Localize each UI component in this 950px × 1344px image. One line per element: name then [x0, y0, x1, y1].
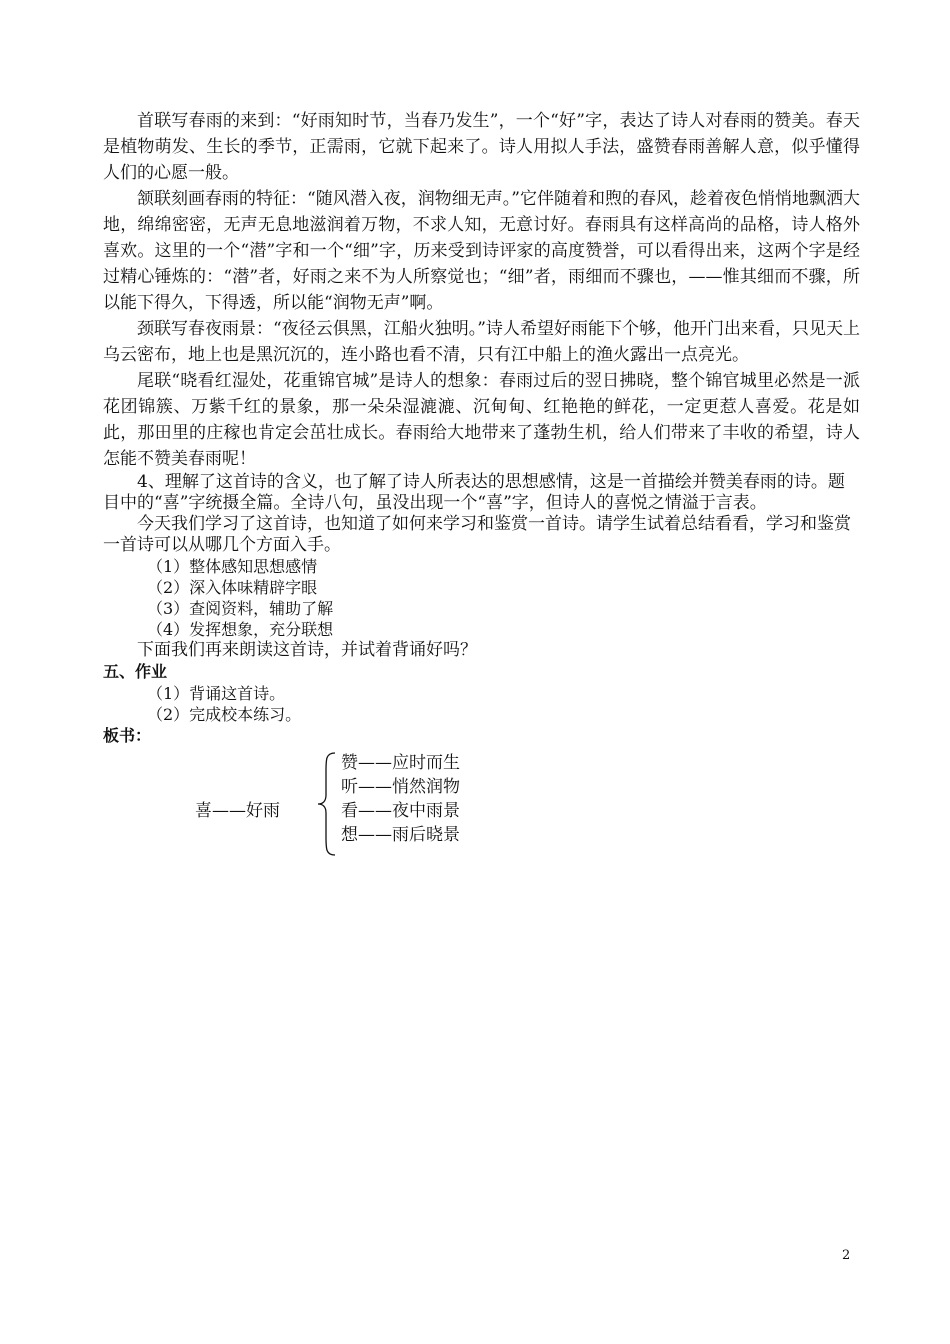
- board-point: 想——雨后晓景: [341, 825, 460, 845]
- board-point: 看——夜中雨景: [341, 801, 460, 821]
- paragraph-second-couplet: 颔联刻画春雨的特征：“随风潜入夜，润物细无声。”它伴随着和煦的春风，趁着夜色悄悄地飘洒大地，绵绵密密，无声无息地滋润着万物，不求人知，无意讨好。春雨具有这样高尚的品格，诗人格外喜欢。这里的一个“潜”字和一个“细”字，历来受到诗评家的高度赞誉，可以看得出来，这两个字是经过精心锤炼的：“潜”者，好雨之来不为人所察觉也；“细”者，雨细而不骤也，——惟其细而不骤，所以能下得久，下得透，所以能“润物无声”啊。: [103, 189, 860, 313]
- left-brace-icon: [315, 751, 339, 857]
- paragraph-summary-prompt: 今天我们学习了这首诗，也知道了如何来学习和鉴赏一首诗。请学生试着总结看看，学习和鉴赏一首诗可以从哪几个方面入手。: [103, 514, 851, 555]
- method-item: （4）发挥想象，充分联想: [147, 620, 334, 639]
- method-item: （3）查阅资料，辅助了解: [147, 599, 334, 618]
- paragraph-third-couplet: 颈联写春夜雨景：“夜径云俱黑，江船火独明。”诗人希望好雨能下个够，他开门出来看，只见天上乌云密布，地上也是黑沉沉的，连小路也看不清，只有江中船上的渔火露出一点亮光。: [103, 319, 860, 365]
- blackboard-outline: [103, 751, 860, 861]
- board-heading: 板书：: [103, 726, 152, 745]
- board-point: 赞——应时而生: [341, 753, 460, 773]
- paragraph-poem-meaning: 4、理解了这首诗的含义，也了解了诗人所表达的思想感情，这是一首描绘并赞美春雨的诗。题目中的“喜”字统摄全篇。全诗八句，虽没出现一个“喜”字，但诗人的喜悦之情溢于言表。: [103, 472, 845, 513]
- method-item: （2）深入体味精辟字眼: [147, 578, 318, 597]
- board-points: [341, 751, 460, 847]
- paragraph-last-couplet: 尾联“晓看红湿处，花重锦官城”是诗人的想象：春雨过后的翌日拂晓，整个锦官城里必然是一派花团锦簇、万紫千红的景象，那一朵朵湿漉漉、沉甸甸、红艳艳的鲜花，一定更惹人喜爱。花是如此，那田里的庄稼也肯定会茁壮成长。春雨给大地带来了蓬勃生机，给人们带来了丰收的希望，诗人怎能不赞美春雨呢！: [103, 371, 860, 469]
- homework-heading: 五、作业: [103, 662, 168, 681]
- homework-item: （1）背诵这首诗。: [147, 684, 286, 703]
- board-main-topic: 喜——好雨: [195, 801, 280, 821]
- homework-item: （2）完成校本练习。: [147, 705, 302, 724]
- paragraph-recite-prompt: 下面我们再来朗读这首诗，并试着背诵好吗？: [137, 640, 477, 660]
- method-item: （1）整体感知思想感情: [147, 557, 318, 576]
- board-point: 听——悄然润物: [341, 777, 460, 797]
- document-body: [103, 108, 860, 861]
- paragraph-first-couplet: 首联写春雨的来到：“好雨知时节，当春乃发生”，一个“好”字，表达了诗人对春雨的赞美。春天是植物萌发、生长的季节，正需雨，它就下起来了。诗人用拟人手法，盛赞春雨善解人意，似乎懂得人们的心愿一般。: [103, 111, 860, 183]
- page-number: 2: [842, 1248, 851, 1263]
